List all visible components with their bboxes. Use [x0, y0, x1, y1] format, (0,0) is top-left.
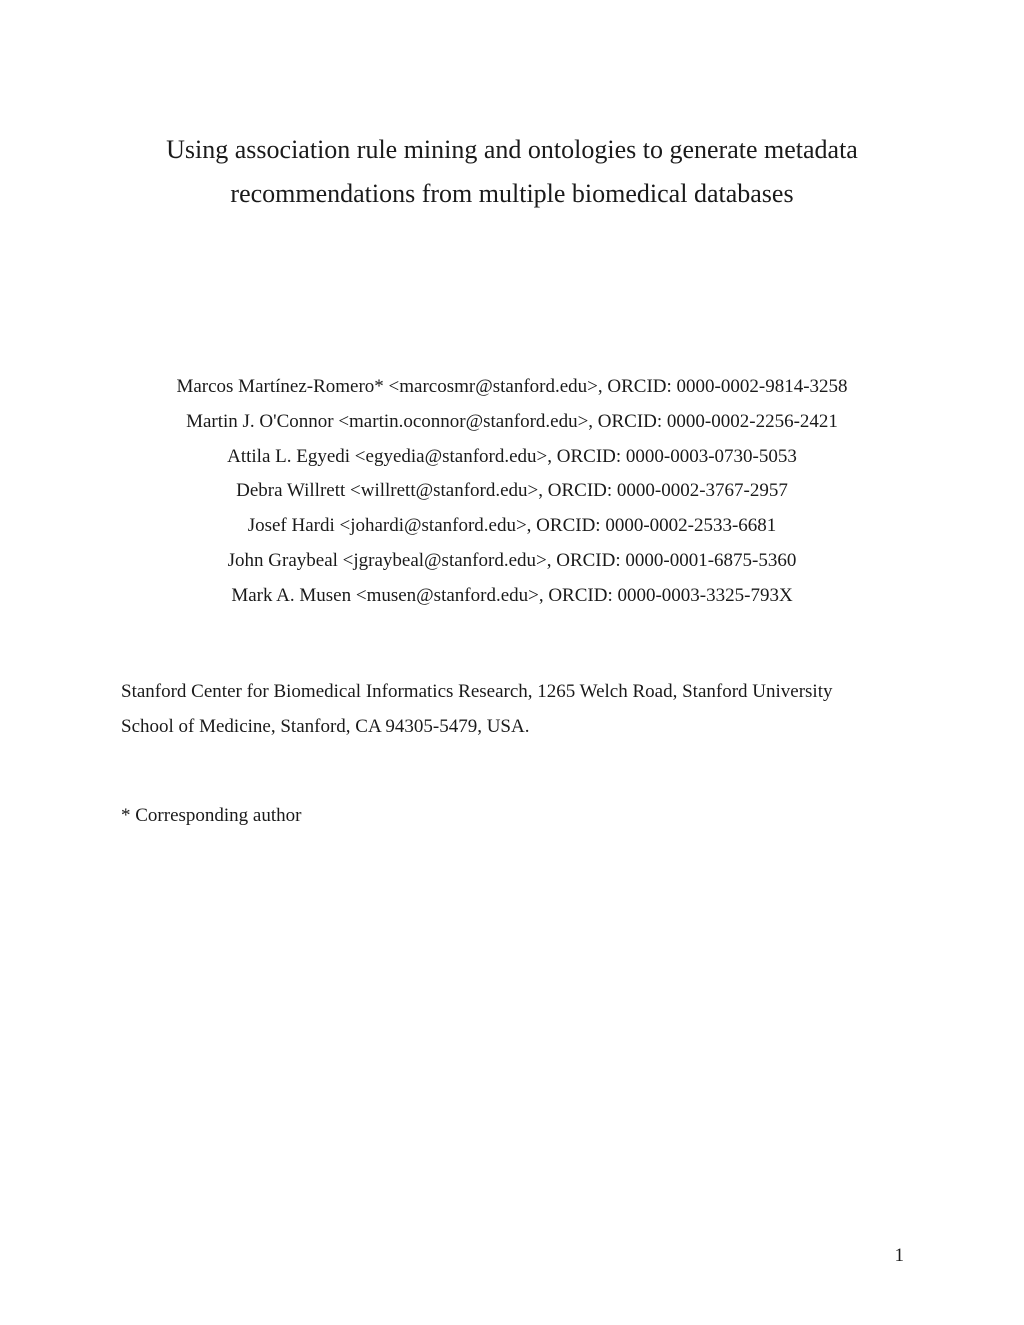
author-entry: Attila L. Egyedi <egyedia@stanford.edu>, ORCID: 0000-0003-0730-5053 [227, 445, 797, 467]
paper-title-line-1: Using association rule mining and ontologies to generate metadata [166, 135, 858, 164]
affiliation-line-1: Stanford Center for Biomedical Informatics Research, 1265 Welch Road, Stanford University [121, 681, 833, 702]
corresponding-author-note: * Corresponding author [121, 805, 302, 826]
author-entry: Mark A. Musen <musen@stanford.edu>, ORCID: 0000-0003-3325-793X [231, 584, 793, 606]
author-entry: Josef Hardi <johardi@stanford.edu>, ORCID: 0000-0002-2533-6681 [247, 515, 777, 537]
author-list [0, 370, 1024, 614]
author-entry: Martin J. O'Connor <martin.oconnor@stanford.edu>, ORCID: 0000-0002-2256-2421 [186, 410, 838, 432]
author-entry: Debra Willrett <willrett@stanford.edu>, ORCID: 0000-0002-3767-2957 [236, 480, 788, 502]
author-entry: Marcos Martínez-Romero* <marcosmr@stanford.edu>, ORCID: 0000-0002-9814-3258 [176, 376, 848, 397]
affiliation [121, 675, 911, 744]
paper-title-line-2: recommendations from multiple biomedical databases [230, 179, 794, 208]
affiliation-line-2: School of Medicine, Stanford, CA 94305-5479, USA. [121, 715, 530, 737]
page-number: 1 [894, 1245, 904, 1266]
paper-title [0, 128, 1024, 216]
author-entry: John Graybeal <jgraybeal@stanford.edu>, ORCID: 0000-0001-6875-5360 [227, 549, 797, 571]
